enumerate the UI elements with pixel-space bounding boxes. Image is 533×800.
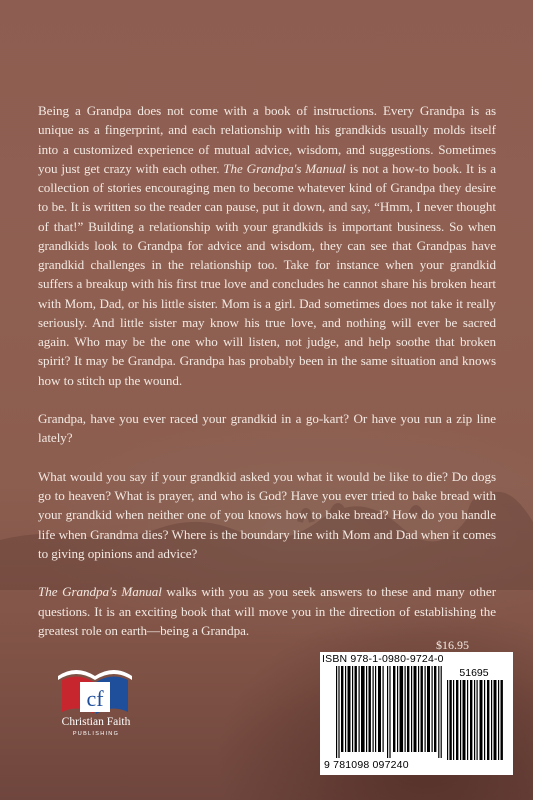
blurb-paragraph-1 xyxy=(38,101,496,390)
ean-barcode-bars xyxy=(336,666,442,758)
publisher-sub: PUBLISHING xyxy=(72,731,120,737)
blurb-paragraph-3: What would you say if your grandkid asked you what it would be like to die? Do dogs go to heaven? What is prayer, and who is God? Have you ever tried to bake bread with your grandkid when neither one of you knows how to bake bread? How do you handle life when Grandma dies? Where is the boundary line with Mom and Dad when it comes to giving opinions and advice? xyxy=(38,468,496,561)
blurb-paragraph-2: Grandpa, have you ever raced your grandkid in a go-kart? Or have you run a zip line lately? xyxy=(38,411,496,446)
blurb-p1-rest: is not a how-to book. It is a collection of stories encouraging men to become whatever kind of Grandpa they desire to be. It is written so the reader can pause, put it down, and say, “Hmm, I never thought of that!” Building a relationship with your grandkids is important business. So when grandkids look to Grandpa for advice and wisdom, they can see that Grandpas have grandkid challenges in the relationship too. Take for instance when your grandkid suffers a breakup with his first true love and concludes he cannot share his broken heart with Mom, Dad, or his little sister. Mom is a girl. Dad sometimes does not take it really seriously. And little sister may know his true love, and nothing will ever be sacred again. Who may be the one who will listen, not judge, and help soothe that broken spirit? It may be Grandpa. Grandpa has probably been in the same situation and knows how to stitch up the wound. xyxy=(38,160,496,388)
logo-letters: cf xyxy=(86,686,104,711)
publisher-name: Christian Faith xyxy=(61,716,131,728)
blurb-text xyxy=(38,101,496,659)
blurb-paragraph-4 xyxy=(38,582,496,640)
blurb-p1-start: Being a Grandpa does not come with a book of instructions. Every Grandpa is as unique as a fingerprint, and each relationship with his grandkids usually molds itself into a customized experience of mutual advice, wisdom, and suggestions. Sometimes you just get crazy with each other. xyxy=(38,103,496,176)
price-label: $16.95 xyxy=(436,638,469,652)
ean-digits: 9 781098 097240 xyxy=(324,759,409,771)
blurb-p4-rest: walks with you as you seek answers to these and many other questions. It is an exciting book that will move you in the direction of establishing the greatest role on earth—being a Grandpa. xyxy=(38,584,497,638)
addon-number: 51695 xyxy=(459,667,489,679)
book-title-italic: The Grandpa's Manual xyxy=(223,160,346,176)
isbn-text: ISBN 978-1-0980-9724-0 xyxy=(322,653,444,665)
book-title-italic: The Grandpa's Manual xyxy=(38,584,162,600)
addon-barcode-bars xyxy=(447,680,504,760)
